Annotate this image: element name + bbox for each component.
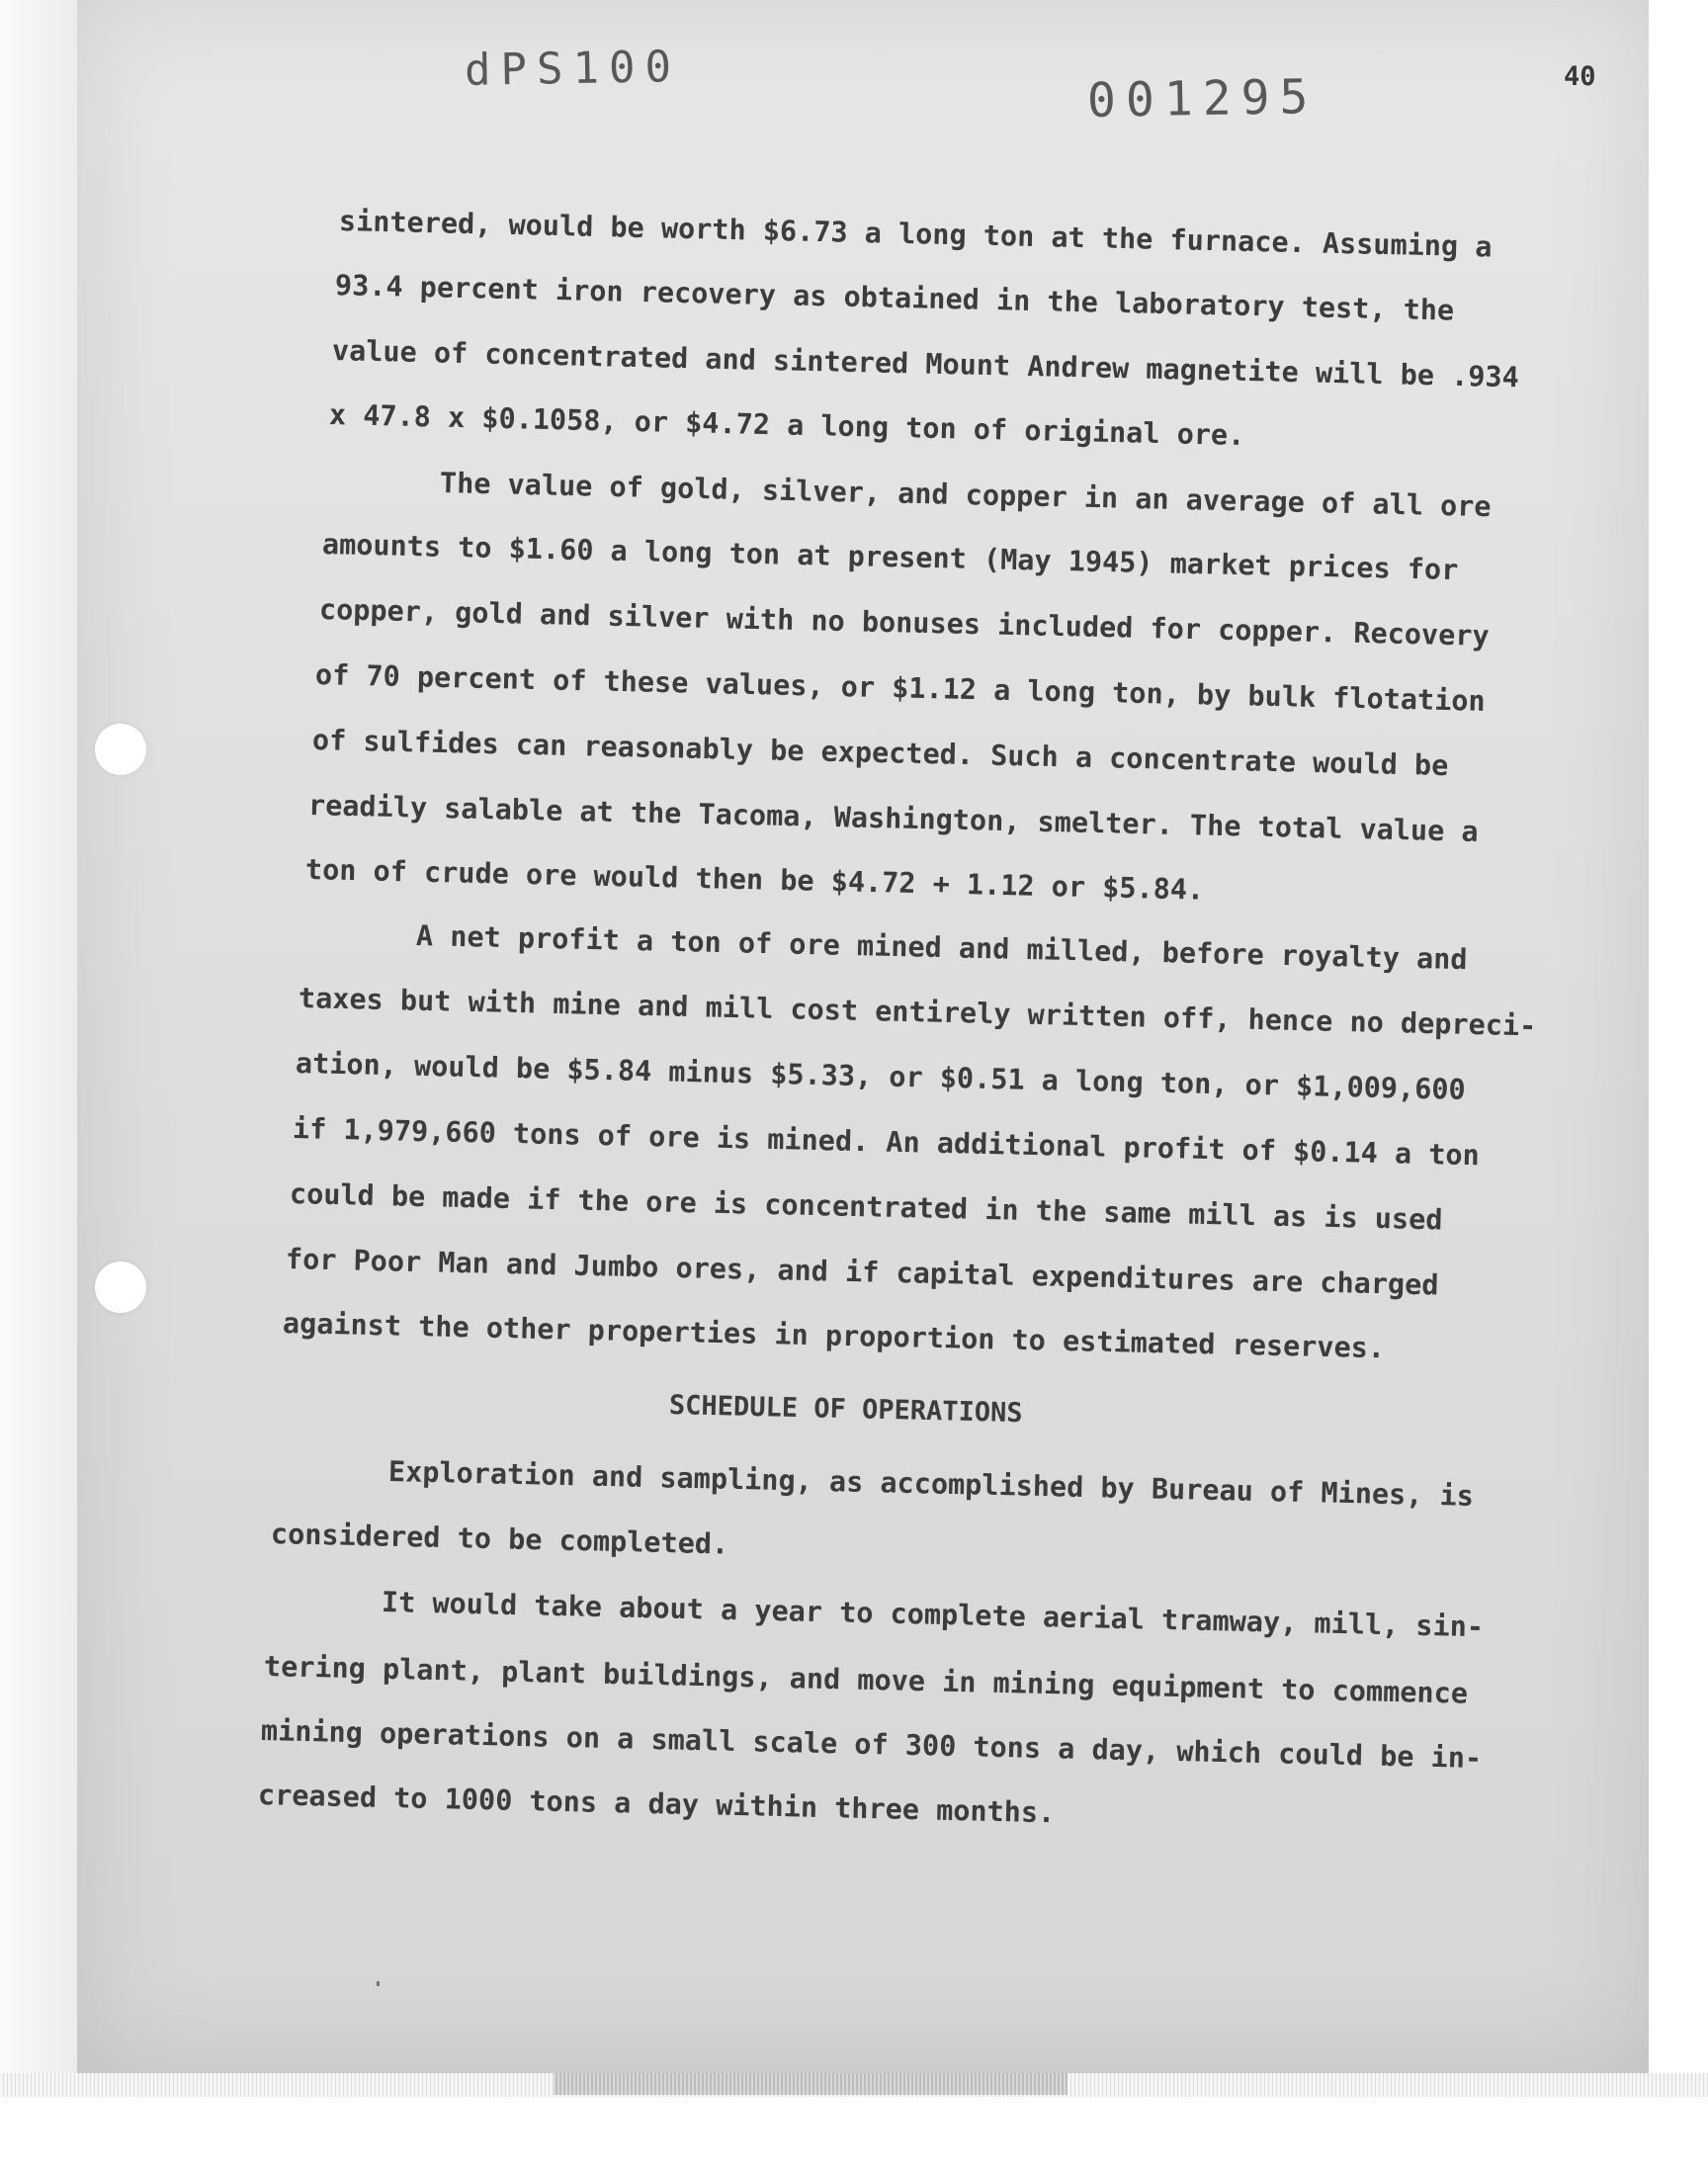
- paragraph-3-line: against the other properties in proportion to estimated reserves.: [282, 1307, 1386, 1365]
- paragraph-1-line: sintered, would be worth $6.73 a long ton at the furnace. Assuming a: [338, 205, 1493, 264]
- paragraph-3-line: if 1,979,660 tons of ore is mined. An additional profit of $0.14 a ton: [292, 1112, 1481, 1173]
- paragraph-5-line: tering plant, plant buildings, and move in mining equipment to commence: [263, 1650, 1469, 1710]
- paragraph-4-line: Exploration and sampling, as accomplished by Bureau of Mines, is: [387, 1455, 1475, 1513]
- paragraph-5-line: mining operations on a small scale of 300 tons a day, which could be in-: [260, 1714, 1483, 1776]
- paragraph-4-line: considered to be completed.: [270, 1518, 729, 1561]
- paragraph-2-line: The value of gold, silver, and copper in an average of all ore: [439, 467, 1492, 524]
- paragraph-2-line: copper, gold and silver with no bonuses included for copper. Recovery: [318, 593, 1491, 652]
- punch-hole-lower: [95, 1262, 146, 1313]
- paragraph-1-line: value of concentrated and sintered Mount Andrew magnetite will be .934: [331, 334, 1520, 394]
- paragraph-5-line: creased to 1000 tons a day within three months.: [257, 1779, 1056, 1830]
- page-number: 40: [1564, 61, 1596, 92]
- paragraph-2-line: readily salable at the Tacoma, Washington, smelter. The total value a: [307, 789, 1480, 848]
- section-heading: SCHEDULE OF OPERATIONS: [668, 1390, 1023, 1430]
- paragraph-2-line: of 70 percent of these values, or $1.12 a long ton, by bulk flotation: [314, 658, 1487, 718]
- punch-hole-upper: [95, 724, 146, 775]
- scan-bottom-edge-dark: [554, 2073, 1068, 2095]
- scan-speck: [377, 1981, 380, 1986]
- paragraph-1-line: x 47.8 x $0.1058, or $4.72 a long ton of original ore.: [328, 398, 1245, 453]
- paragraph-1-line: 93.4 percent iron recovery as obtained in the laboratory test, the: [334, 269, 1455, 327]
- stamp-document-id: dPS100: [464, 42, 682, 96]
- scan-left-margin: [0, 0, 77, 2073]
- paragraph-3-line: taxes but with mine and mill cost entirely written off, hence no depreci-: [298, 982, 1537, 1043]
- paragraph-3-line: ation, would be $5.84 minus $5.33, or $0.51 a long ton, or $1,009,600: [295, 1047, 1467, 1106]
- paragraph-2-line: amounts to $1.60 a long ton at present (May 1945) market prices for: [321, 528, 1459, 587]
- stamp-page-serial: 001295: [1086, 68, 1319, 130]
- paragraph-5-line: It would take about a year to complete aerial tramway, mill, sin-: [381, 1586, 1485, 1644]
- paragraph-2-line: of sulfides can reasonably be expected. Such a concentrate would be: [311, 724, 1449, 783]
- paragraph-3-line: could be made if the ore is concentrated in the same mill as is used: [289, 1177, 1443, 1237]
- paragraph-3-line: for Poor Man and Jumbo ores, and if capital expenditures are charged: [285, 1243, 1439, 1302]
- paragraph-2-line: ton of crude ore would then be $4.72 + 1.12 or $5.84.: [304, 853, 1205, 907]
- paragraph-3-line: A net profit a ton of ore mined and milled, before royalty and: [415, 919, 1468, 977]
